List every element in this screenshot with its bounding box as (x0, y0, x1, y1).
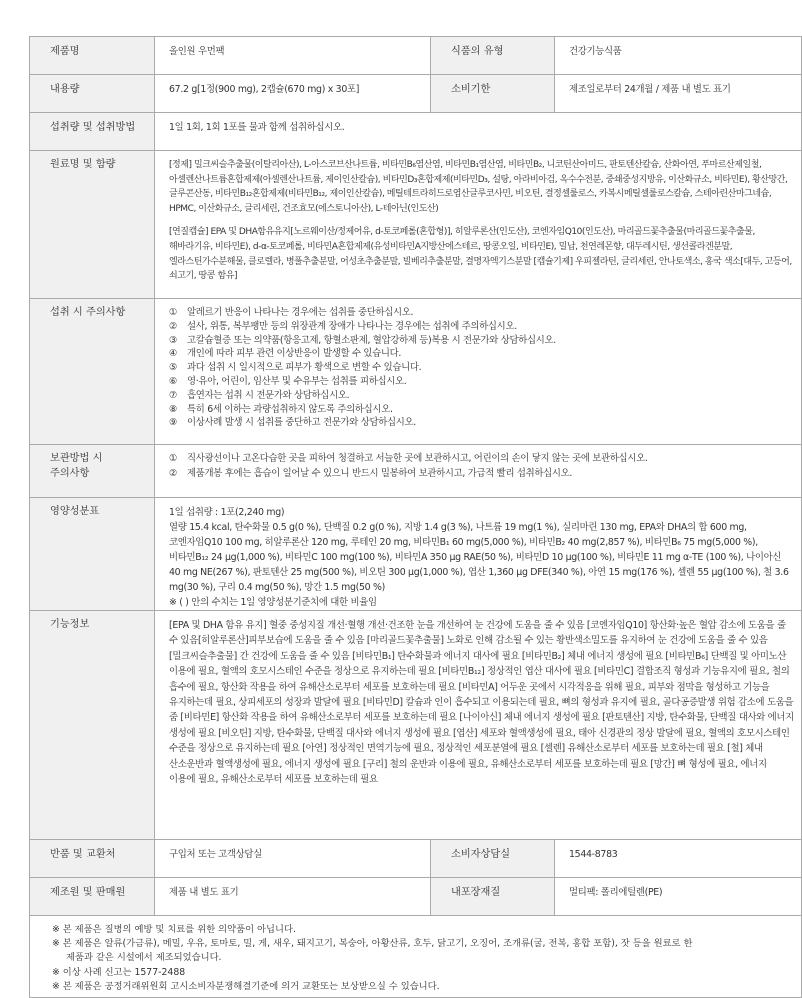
label-consumer-center: 소비자상담실 (431, 840, 555, 878)
value-return: 구입처 또는 고객상담실 (155, 840, 431, 878)
caution-item-number: ④ (169, 348, 178, 360)
caution-item (169, 320, 795, 334)
caution-item-text: 특히 6세 이하는 과량섭취하지 않도록 주의하십시오. (187, 403, 393, 415)
caution-item-text: 이상사례 발생 시 섭취를 중단하고 전문가와 상담하십시오. (187, 417, 416, 429)
label-storage-line1: 보관방법 시 (50, 453, 103, 464)
caution-item-number: ② (169, 320, 178, 332)
caution-item-text: 설사, 위통, 복부팽만 등의 위장관계 장애가 나타나는 경우에는 섭취에 주의하십시오. (187, 320, 517, 332)
caution-item (169, 361, 795, 375)
note-line: ※ 본 제품은 질병의 예방 및 치료를 위한 의약품이 아닙니다. (52, 924, 296, 935)
value-packaging: 멀티팩: 폴리에틸렌(PE) (555, 878, 802, 916)
label-storage-line2: 주의사항 (50, 467, 90, 479)
ingredients-softgel: [연질캡슐] EPA 및 DHA함유유지[노르웨이산/정제어유, d-토코페롤(혼합형)], 히알루론산(인도산), 코엔자임Q10(인도산), 마리골드꽃추출물(마리골드꽃추출물, 해바라기유, 비타민E), d-α-토코페롤, 비타민A혼합제제(유성비타민A지방산에스테르, 땅콩오일, 비타민E), 밀납, 천연레몬향, 대두레시틴, 생선콜라겐분말, 엘라스틴가수분해물, 클로렐라, 병풀추출분말, 어성초추출분말, 빌베리추출분말, 결명자엑기스분말 [캡슐기제] 우피젤라틴, 글리세린, 안나토색소, 홍국 색소[대두, 고등어, 쇠고기, 땅콩 함유] (169, 227, 792, 282)
row-intake (30, 113, 802, 151)
caution-item-text: 흡연자는 섭취 시 전문가와 상담하십시오. (187, 389, 350, 401)
value-volume: 67.2 g[1정(900 mg), 2캡슐(670 mg) x 30포] (155, 75, 431, 113)
caution-item (169, 347, 795, 361)
value-expiry: 제조일로부터 24개월 / 제품 내 별도 표기 (555, 75, 802, 113)
label-food-type: 식품의 유형 (431, 37, 555, 75)
note-line: ※ 본 제품은 공정거래위원회 고시소비자분쟁해결기준에 의거 교환또는 보상받으실 수 있습니다. (52, 980, 440, 992)
caution-item-number: ⑤ (169, 362, 178, 374)
caution-item-text: 알레르기 반응이 나타나는 경우에는 섭취를 중단하십시오. (187, 307, 414, 318)
value-ingredients (155, 151, 802, 299)
label-cautions: 섭취 시 주의사항 (30, 299, 155, 445)
row-cautions (30, 299, 802, 445)
storage-item-text: 직사광선이나 고온다습한 곳을 피하여 청결하고 서늘한 곳에 보관하시고, 어린이의 손이 닿지 않는 곳에 보관하십시오. (187, 453, 648, 464)
value-consumer-center: 1544-8783 (555, 840, 802, 878)
note-line: 제품과 같은 시설에서 제조되었습니다. (66, 952, 222, 964)
caution-item-text: 개인에 따라 피부 관련 이상반응이 발생할 수 있습니다. (187, 348, 402, 360)
caution-item (169, 389, 795, 403)
label-function: 기능정보 (30, 611, 155, 840)
row-ingredients (30, 151, 802, 299)
value-intake: 1일 1회, 1회 1포를 물과 함께 섭취하십시오. (155, 113, 802, 151)
value-manufacturer: 제품 내 별도 표기 (155, 878, 431, 916)
caution-item-number: ⑦ (169, 389, 178, 401)
caution-item (169, 403, 795, 417)
caution-item-number: ① (169, 307, 178, 318)
row-storage (30, 445, 802, 498)
caution-item-number: ③ (169, 334, 178, 346)
value-storage (155, 445, 802, 498)
row-volume (30, 75, 802, 113)
label-intake: 섭취량 및 섭취방법 (30, 113, 155, 151)
caution-item-number: ⑨ (169, 417, 178, 429)
caution-list (169, 306, 795, 430)
label-ingredients: 원료명 및 함량 (30, 151, 155, 299)
caution-item (169, 416, 795, 430)
value-cautions (155, 299, 802, 445)
caution-item-text: 과다 섭취 시 일시적으로 피부가 황색으로 변할 수 있습니다. (187, 362, 422, 374)
ingredients-tablet: [정제] 밀크씨슬추출물(이탈리아산), L-아스코브산나트륨, 비타민B₆염산염, 비타민B₁염산염, 비타민B₂, 니코틴산아미드, 판토텐산칼슘, 산화아연, 푸마르산제일철, 아셀렌산나트륨혼합제제(아셀렌산나트륨, 제이인산칼슘), 비타민D₃혼합제제(비타민D₃, 설탕, 아라비아검, 옥수수전분, 중쇄중성지방유, 이산화규소, 비타민E), 황산망간, 글루콘산동, 비타민B₁₂혼합제제(비타민B₁₂, 제이인산칼슘), 메틸테트라히드로엽산글루코사민, 비오틴, 결정셀룰로스, 카복시메틸셀룰로스칼슘, 스테아린산마그네슘, HPMC, 이산화규소, 글리세린, 건조효모(에스토니아산), L-테아닌(인도산) (169, 160, 788, 214)
value-product-name: 올인원 우먼팩 (155, 37, 431, 75)
caution-item-text: 고칼슘혈증 또는 의약품(항응고제, 항혈소판제, 혈압강하제 등)복용 시 전문가와 상담하십시오. (187, 334, 556, 346)
caution-item (169, 375, 795, 389)
row-notes (30, 916, 802, 998)
product-info-table (29, 36, 802, 998)
note-line: ※ 본 제품은 알류(가금류), 메밀, 우유, 토마토, 밀, 게, 새우, 돼지고기, 복숭아, 아황산류, 호두, 닭고기, 오징어, 조개류(굴, 전복, 홍합 포함), 잣 등을 원료로 한 (52, 938, 693, 950)
row-product-name (30, 37, 802, 75)
row-manufacturer (30, 878, 802, 916)
note-line: ※ 이상 사례 신고는 1577-2488 (52, 966, 186, 978)
label-manufacturer: 제조원 및 판매원 (30, 878, 155, 916)
row-function (30, 611, 802, 840)
nutrition-serving: 1일 섭취량 : 1포(2,240 mg) (169, 507, 285, 518)
storage-item-number: ① (169, 453, 178, 464)
row-nutrition (30, 498, 802, 611)
label-nutrition: 영양성분표 (30, 498, 155, 611)
value-food-type: 건강기능식품 (555, 37, 802, 75)
label-return: 반품 및 교환처 (30, 840, 155, 878)
row-return (30, 840, 802, 878)
value-nutrition (155, 498, 802, 611)
label-volume: 내용량 (30, 75, 155, 113)
nutrition-note: ※ ( ) 안의 수치는 1일 영양성분기준치에 대한 비율임 (169, 597, 377, 608)
nutrition-values: 열량 15.4 kcal, 탄수화물 0.5 g(0 %), 단백질 0.2 g(0 %), 지방 1.4 g(3 %), 나트륨 19 mg(1 %), 실리마린 130 mg, EPA와 DHA의 합 600 mg, 코엔자임Q10 100 mg, 히알루론산 120 mg, 루테인 20 mg, 비타민B₁ 60 mg(5,000 %), 비타민B₂ 40 mg(2,857 %), 비타민B₆ 75 mg(5,000 %), 비타민B₁₂ 24 μg(1,000 %), 비타민C 100 mg(100 %), 비타민A 350 μg RAE(50 %), 비타민D 10 μg(100 %), 비타민E 11 mg α-TE (100 %), 나이아신 40 mg NE(267 %), 판토텐산 25 mg(500 %), 비오틴 300 μg(1,000 %), 엽산 1,360 μg DFE(340 %), 아연 15 mg(176 %), 셀렌 55 μg(100 %), 철 3.6 mg(30 %), 구리 0.4 mg(50 %), 망간 1.5 mg(50 %) (169, 522, 789, 593)
caution-item-number: ⑧ (169, 403, 178, 415)
storage-item-text: 제품개봉 후에는 흡습이 일어날 수 있으니 반드시 밀봉하여 보관하시고, 가급적 빨리 섭취하십시오. (187, 467, 573, 479)
storage-list (169, 452, 795, 481)
value-function: [EPA 및 DHA 함유 유지] 혈중 중성지질 개선·혈행 개선·건조한 눈을 개선하여 눈 건강에 도움을 줄 수 있음 [코엔자임Q10] 항산화·높은 혈압 감소에 도움을 줄 수 있음[히알루론산]피부보습에 도움을 줄 수 있음 [마리골드꽃추출물] 노화로 인해 감소될 수 있는 황반색소밀도를 유지하여 눈 건강에 도움을 줄 수 있음 [밀크씨슬추출물] 간 건강에 도움을 줄 수 있음 [비타민B₁] 탄수화물과 에너지 대사에 필요 [비타민B₂] 체내 에너지 생성에 필요 [비타민B₆] 단백질 및 아미노산 이용에 필요, 혈액의 호모시스테인 수준을 정상으로 유지하는데 필요 [비타민B₁₂] 정상적인 엽산 대사에 필요 [비타민C] 결합조직 형성과 기능유지에 필요, 철의 흡수에 필요, 항산화 작용을 하여 유해산소로부터 세포를 보호하는데 필요 [비타민A] 어두운 곳에서 시각적응을 위해 필요, 피부와 점막을 형성하고 기능을 유지하는데 필요, 상피세포의 성장과 발달에 필요 [비타민D] 칼슘과 인이 흡수되고 이용되는데 필요, 뼈의 형성과 유지에 필요, 골다공증발생 위험 감소에 도움을 줌 [비타민E] 항산화 작용을 하여 유해산소로부터 세포를 보호하는데 필요 [나이아신] 체내 에너지 생성에 필요 [판토텐산] 지방, 탄수화물, 단백질 대사와 에너지 생성에 필요 [비오틴] 지방, 탄수화물, 단백질 대사와 에너지 생성에 필요 [엽산] 세포와 혈액생성에 필요, 태아 신경관의 정상 발달에 필요, 혈액의 호모시스테인 수준을 정상으로 유지하는데 필요 [아연] 정상적인 면역기능에 필요, 정상적인 세포분열에 필요 [셀렌] 유해산소로부터 세포를 보호하는데 필요 [철] 체내 산소운반과 혈액생성에 필요, 에너지 생성에 필요 [구리] 철의 운반과 이용에 필요, 유해산소로부터 세포를 보호하는데 필요 [망간] 뼈 형성에 필요, 에너지 이용에 필요, 유해산소로부터 세포를 보호하는데 필요 (155, 611, 802, 840)
caution-item-text: 영·유아, 어린이, 임산부 및 수유부는 섭취를 피하십시오. (187, 375, 407, 387)
caution-item (169, 306, 795, 320)
caution-item-number: ⑥ (169, 375, 178, 387)
label-packaging: 내포장재질 (431, 878, 555, 916)
notes-cell (30, 916, 802, 998)
storage-item-number: ② (169, 467, 178, 479)
label-storage (30, 445, 155, 498)
label-expiry: 소비기한 (431, 75, 555, 113)
storage-item (169, 467, 795, 482)
label-product-name: 제품명 (30, 37, 155, 75)
caution-item (169, 334, 795, 348)
storage-item (169, 452, 795, 467)
